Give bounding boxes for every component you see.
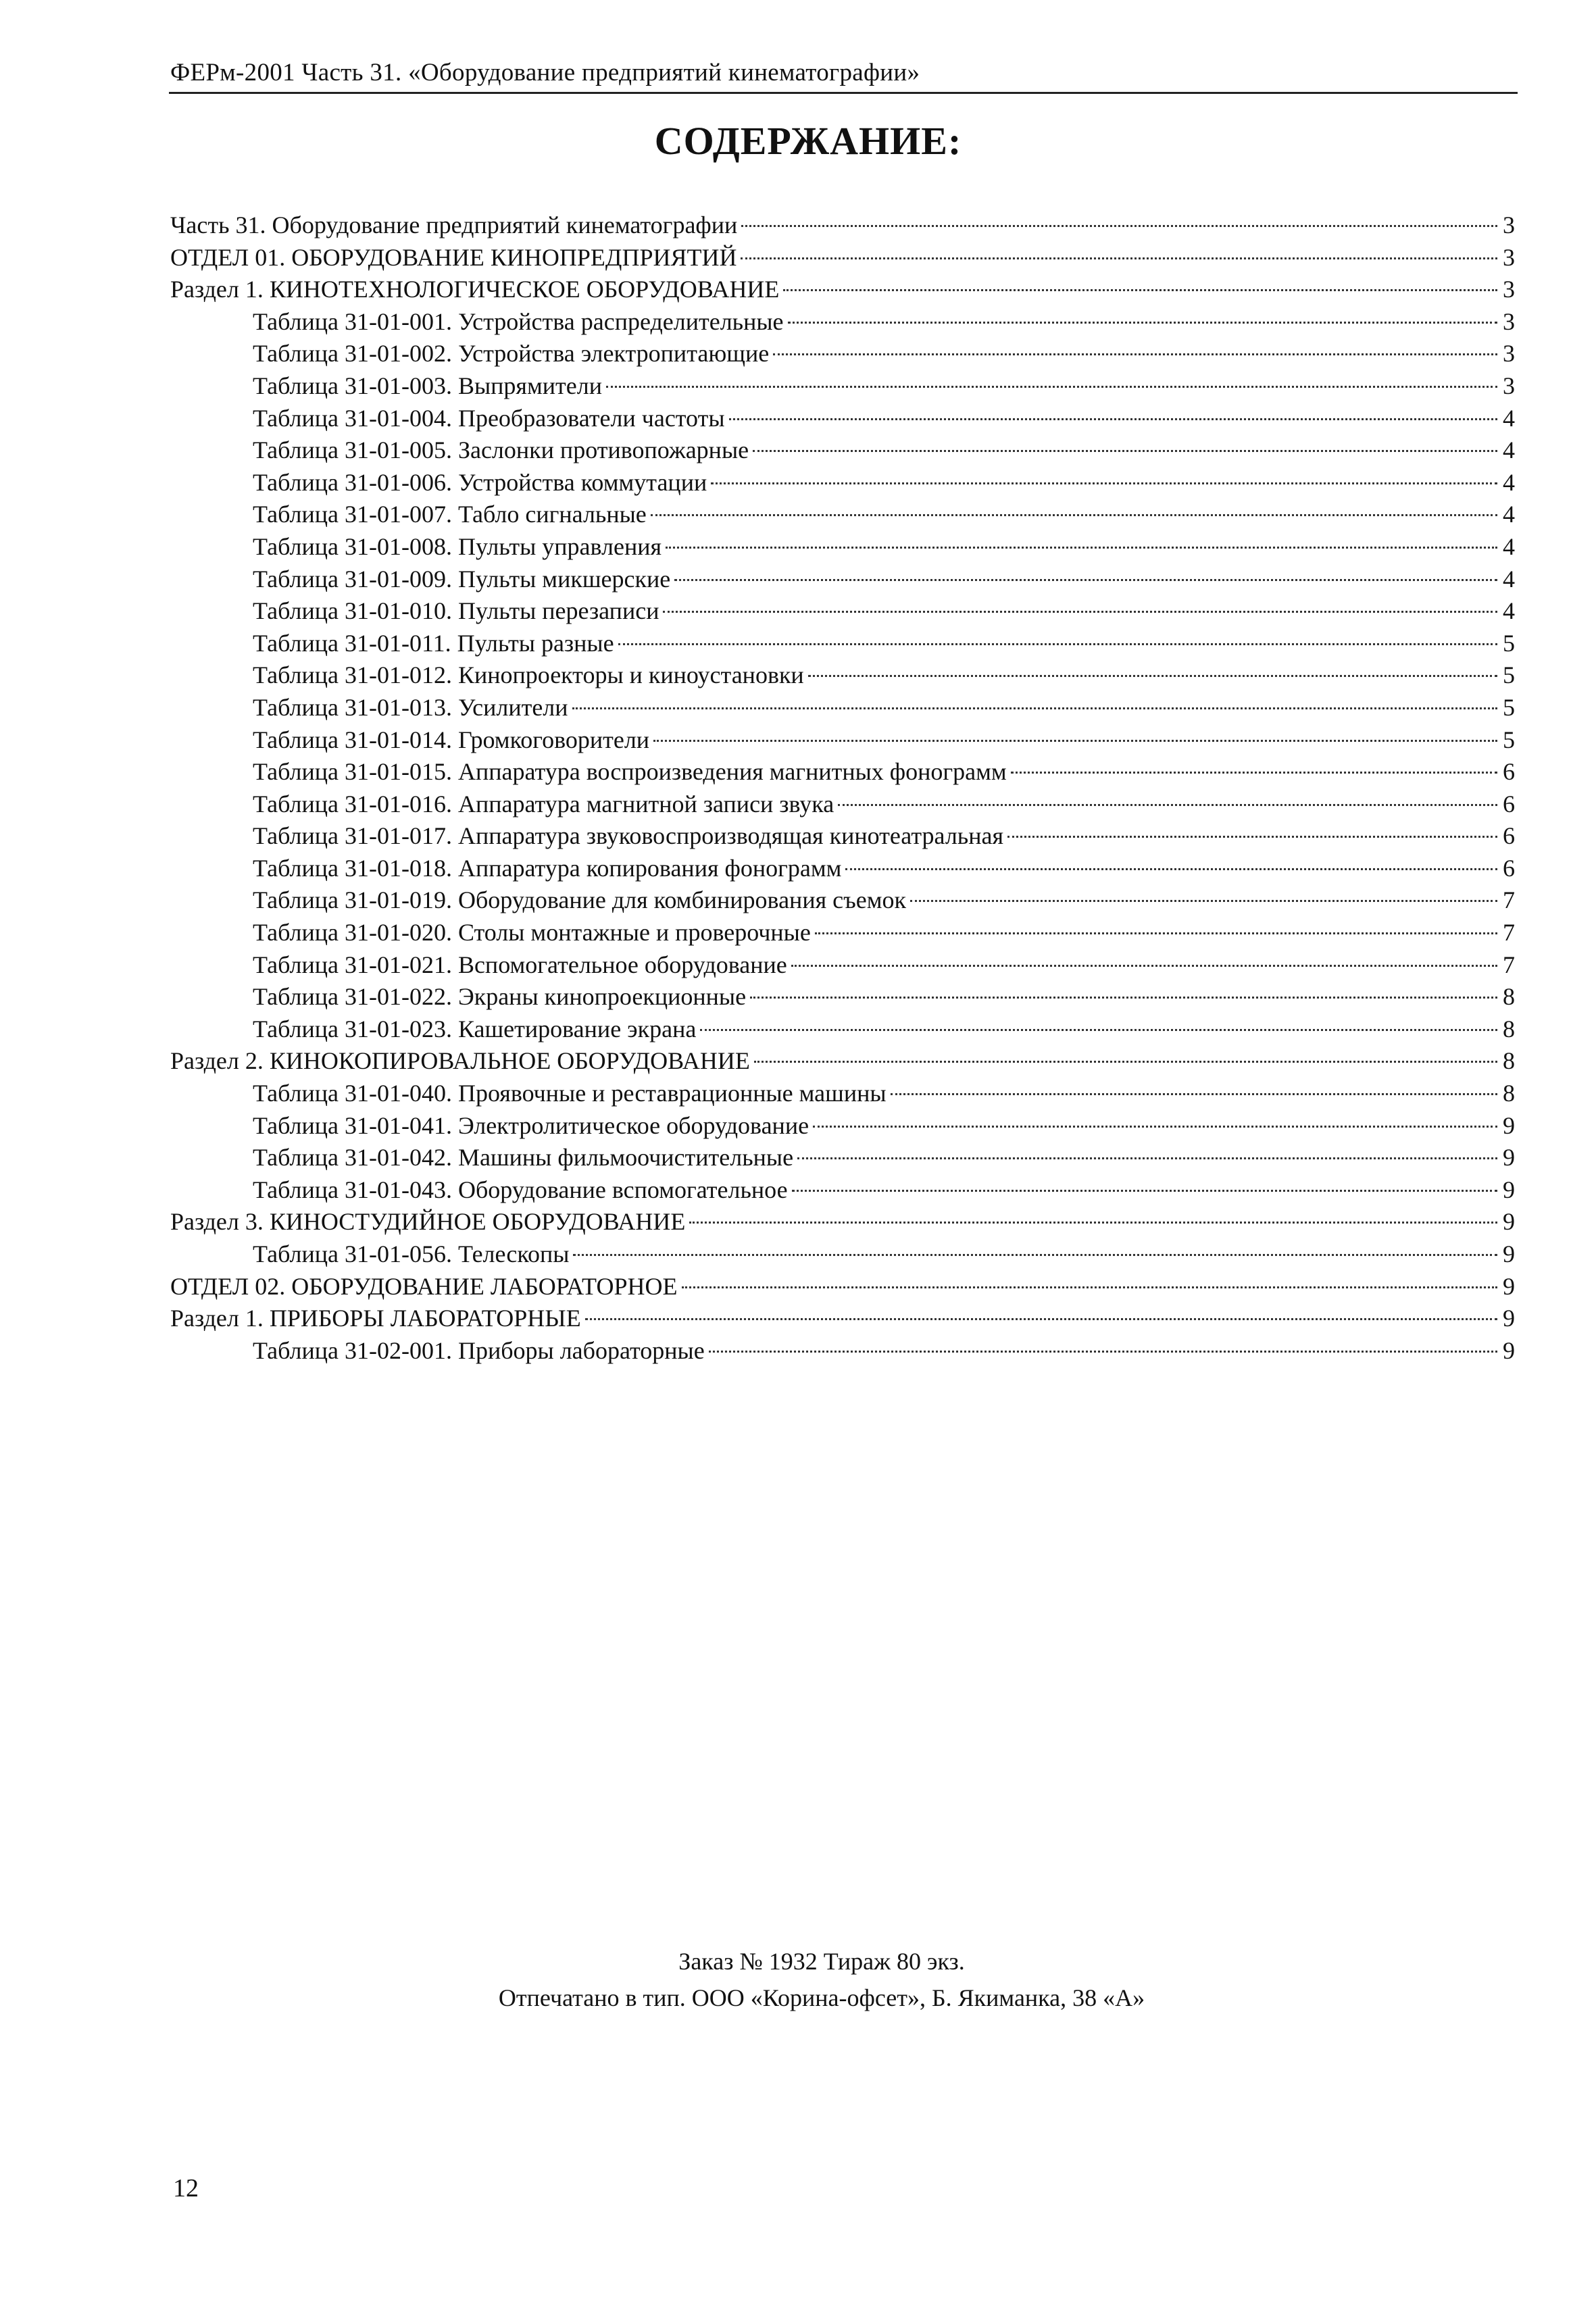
toc-dot-leader <box>689 1222 1497 1224</box>
toc-dot-leader <box>711 482 1497 484</box>
toc-dot-leader <box>585 1318 1497 1320</box>
toc-entry-label: Часть 31. Оборудование предприятий кинематографии <box>170 211 738 238</box>
toc-entry[interactable] <box>170 467 1515 499</box>
toc-entry[interactable] <box>170 1013 1515 1046</box>
toc-entry[interactable] <box>170 306 1515 338</box>
toc-entry-page: 7 <box>1503 951 1515 978</box>
toc-entry-label: Таблица 31-02-001. Приборы лабораторные <box>253 1336 705 1364</box>
toc-dot-leader <box>700 1029 1497 1031</box>
toc-entry-label: Таблица 31-01-021. Вспомогательное оборудование <box>253 951 787 978</box>
toc-entry[interactable] <box>170 692 1515 724</box>
toc-dot-leader <box>813 1126 1497 1128</box>
toc-dot-leader <box>838 804 1497 806</box>
toc-entry-page: 9 <box>1503 1272 1515 1300</box>
toc-dot-leader <box>653 740 1497 742</box>
toc-entry-page: 4 <box>1503 532 1515 560</box>
toc-entry-label: Таблица 31-01-002. Устройства электропитающие <box>253 340 770 368</box>
toc-entry[interactable] <box>170 209 1515 242</box>
toc-entry[interactable] <box>170 1078 1515 1110</box>
toc-entry[interactable] <box>170 531 1515 563</box>
toc-entry-page: 3 <box>1503 211 1515 238</box>
toc-entry[interactable] <box>170 1045 1515 1078</box>
toc-entry-page: 7 <box>1503 919 1515 947</box>
toc-entry-label: Таблица 31-01-020. Столы монтажные и проверочные <box>253 919 811 947</box>
toc-entry-label: Таблица 31-01-016. Аппаратура магнитной записи звука <box>253 790 834 818</box>
toc-entry-page: 5 <box>1503 661 1515 689</box>
toc-dot-leader <box>618 643 1497 645</box>
toc-entry-label: Таблица 31-01-008. Пульты управления <box>253 532 662 560</box>
toc-dot-leader <box>845 868 1497 870</box>
toc-dot-leader <box>891 1093 1497 1095</box>
toc-entry[interactable] <box>170 403 1515 435</box>
toc-entry[interactable] <box>170 1110 1515 1142</box>
toc-entry[interactable] <box>170 595 1515 628</box>
toc-entry[interactable] <box>170 659 1515 692</box>
toc-entry-page: 3 <box>1503 276 1515 303</box>
toc-entry[interactable] <box>170 434 1515 467</box>
toc-dot-leader <box>808 675 1497 677</box>
toc-entry-label: Таблица 31-01-022. Экраны кинопроекционные <box>253 983 747 1011</box>
toc-entry[interactable] <box>170 884 1515 917</box>
toc-entry[interactable] <box>170 1206 1515 1238</box>
toc-entry[interactable] <box>170 370 1515 403</box>
toc-entry-page: 4 <box>1503 436 1515 464</box>
toc-entry[interactable] <box>170 1174 1515 1207</box>
toc-entry-page: 6 <box>1503 758 1515 786</box>
toc-dot-leader <box>741 225 1497 227</box>
imprint-order-line: Заказ № 1932 Тираж 80 экз. <box>678 1948 965 1975</box>
toc-dot-leader <box>573 1254 1497 1256</box>
toc-dot-leader <box>606 386 1497 388</box>
toc-dot-leader <box>651 514 1497 516</box>
toc-entry[interactable] <box>170 242 1515 274</box>
toc-entry-page: 6 <box>1503 854 1515 882</box>
toc-dot-leader <box>788 322 1497 324</box>
toc-entry[interactable] <box>170 949 1515 982</box>
toc-entry[interactable] <box>170 724 1515 757</box>
toc-dot-leader <box>754 1061 1497 1063</box>
toc-entry-label: Таблица 31-01-015. Аппаратура воспроизведения магнитных фонограмм <box>253 758 1007 786</box>
toc-entry-page: 6 <box>1503 822 1515 850</box>
toc-dot-leader <box>815 932 1497 934</box>
toc-entry-label: Таблица 31-01-004. Преобразователи частоты <box>253 404 725 432</box>
toc-entry[interactable] <box>170 1271 1515 1303</box>
toc-entry-page: 3 <box>1503 243 1515 271</box>
toc-dot-leader <box>773 353 1497 355</box>
toc-dot-leader <box>791 965 1497 967</box>
toc-entry[interactable] <box>170 563 1515 596</box>
page-number: 12 <box>173 2174 199 2203</box>
toc-entry-label: Таблица 31-01-019. Оборудование для комбинирования съемок <box>253 886 906 914</box>
table-of-contents <box>170 209 1515 1367</box>
toc-entry-page: 8 <box>1503 1047 1515 1075</box>
toc-entry[interactable] <box>170 338 1515 370</box>
running-header: ФЕРм-2001 Часть 31. «Оборудование предприятий кинематографии» <box>170 59 920 86</box>
toc-entry-label: Таблица 31-01-003. Выпрямители <box>253 372 602 399</box>
toc-entry[interactable] <box>170 981 1515 1013</box>
toc-dot-leader <box>729 418 1497 420</box>
toc-entry-label: Таблица 31-01-009. Пульты микшерские <box>253 565 671 593</box>
toc-entry-label: Таблица 31-01-018. Аппаратура копирования фонограмм <box>253 854 842 882</box>
toc-entry-page: 4 <box>1503 468 1515 496</box>
toc-entry-page: 4 <box>1503 565 1515 593</box>
toc-entry[interactable] <box>170 820 1515 853</box>
toc-dot-leader <box>753 450 1497 452</box>
toc-entry[interactable] <box>170 788 1515 821</box>
toc-entry[interactable] <box>170 917 1515 949</box>
toc-entry-label: Таблица 31-01-023. Кашетирование экрана <box>253 1015 697 1042</box>
toc-dot-leader <box>741 257 1497 259</box>
toc-dot-leader <box>572 707 1497 709</box>
imprint-block <box>0 1943 1596 2016</box>
toc-entry[interactable] <box>170 1142 1515 1174</box>
toc-entry-page: 9 <box>1503 1144 1515 1172</box>
toc-entry-label: Таблица 31-01-007. Табло сигнальные <box>253 501 647 528</box>
toc-dot-leader <box>682 1286 1498 1288</box>
toc-dot-leader <box>1011 772 1497 774</box>
toc-entry-page: 4 <box>1503 404 1515 432</box>
toc-entry-label: Таблица 31-01-010. Пульты перезаписи <box>253 597 659 625</box>
toc-dot-leader <box>792 1190 1497 1192</box>
toc-dot-leader <box>666 547 1497 549</box>
toc-dot-leader <box>663 611 1497 613</box>
toc-dot-leader <box>709 1351 1497 1353</box>
toc-entry-label: Таблица 31-01-041. Электролитическое оборудование <box>253 1111 809 1139</box>
toc-entry-page: 3 <box>1503 372 1515 399</box>
toc-dot-leader <box>674 579 1497 581</box>
toc-entry-page: 5 <box>1503 629 1515 657</box>
toc-entry-page: 6 <box>1503 790 1515 818</box>
toc-entry-page: 9 <box>1503 1305 1515 1332</box>
toc-entry-label: Таблица 31-01-017. Аппаратура звуковоспроизводящая кинотеатральная <box>253 822 1004 850</box>
toc-entry-label: Таблица 31-01-001. Устройства распределительные <box>253 307 784 335</box>
toc-entry[interactable] <box>170 756 1515 788</box>
toc-entry-label: Раздел 1. ПРИБОРЫ ЛАБОРАТОРНЫЕ <box>170 1305 581 1332</box>
toc-entry-label: Таблица 31-01-014. Громкоговорители <box>253 726 650 753</box>
toc-entry-label: Таблица 31-01-042. Машины фильмоочистительные <box>253 1144 794 1172</box>
toc-entry-page: 3 <box>1503 307 1515 335</box>
toc-entry-label: Таблица 31-01-013. Усилители <box>253 693 568 721</box>
toc-entry-page: 7 <box>1503 886 1515 914</box>
header-rule <box>169 92 1518 94</box>
toc-entry-page: 5 <box>1503 693 1515 721</box>
toc-entry[interactable] <box>170 274 1515 306</box>
toc-entry[interactable] <box>170 628 1515 660</box>
page-title: СОДЕРЖАНИЕ: <box>654 119 962 163</box>
toc-entry[interactable] <box>170 1335 1515 1367</box>
toc-entry-page: 9 <box>1503 1240 1515 1267</box>
toc-entry-page: 3 <box>1503 340 1515 368</box>
toc-dot-leader <box>910 900 1497 902</box>
toc-entry-label: Таблица 31-01-043. Оборудование вспомогательное <box>253 1176 788 1203</box>
toc-entry-label: Таблица 31-01-006. Устройства коммутации <box>253 468 707 496</box>
toc-entry-label: Таблица 31-01-056. Телескопы <box>253 1240 570 1267</box>
toc-entry[interactable] <box>170 853 1515 885</box>
toc-entry-page: 4 <box>1503 597 1515 625</box>
toc-entry-page: 9 <box>1503 1111 1515 1139</box>
toc-entry-label: ОТДЕЛ 02. ОБОРУДОВАНИЕ ЛАБОРАТОРНОЕ <box>170 1272 678 1300</box>
imprint-printer-line: Отпечатано в тип. ООО «Корина-офсет», Б. Якиманка, 38 «А» <box>498 1984 1145 2011</box>
toc-dot-leader <box>797 1157 1497 1159</box>
toc-dot-leader <box>1007 836 1497 838</box>
toc-entry-page: 8 <box>1503 1015 1515 1042</box>
toc-entry-label: Таблица 31-01-005. Заслонки противопожарные <box>253 436 749 464</box>
toc-entry-page: 9 <box>1503 1176 1515 1203</box>
toc-entry-label: Раздел 3. КИНОСТУДИЙНОЕ ОБОРУДОВАНИЕ <box>170 1208 686 1236</box>
toc-entry-page: 8 <box>1503 983 1515 1011</box>
toc-entry[interactable] <box>170 1238 1515 1271</box>
toc-entry-page: 5 <box>1503 726 1515 753</box>
toc-entry-label: Раздел 1. КИНОТЕХНОЛОГИЧЕСКОЕ ОБОРУДОВАНИЕ <box>170 276 780 303</box>
toc-entry[interactable] <box>170 499 1515 531</box>
toc-entry-page: 9 <box>1503 1208 1515 1236</box>
toc-entry-page: 9 <box>1503 1336 1515 1364</box>
toc-entry-label: Раздел 2. КИНОКОПИРОВАЛЬНОЕ ОБОРУДОВАНИЕ <box>170 1047 750 1075</box>
toc-entry-label: Таблица 31-01-040. Проявочные и реставрационные машины <box>253 1080 887 1107</box>
toc-entry-label: Таблица 31-01-011. Пульты разные <box>253 629 614 657</box>
toc-dot-leader <box>783 289 1497 291</box>
toc-entry-page: 4 <box>1503 501 1515 528</box>
toc-dot-leader <box>750 997 1497 999</box>
toc-entry-label: Таблица 31-01-012. Кинопроекторы и киноустановки <box>253 661 804 689</box>
toc-entry-page: 8 <box>1503 1080 1515 1107</box>
toc-entry[interactable] <box>170 1303 1515 1335</box>
toc-entry-label: ОТДЕЛ 01. ОБОРУДОВАНИЕ КИНОПРЕДПРИЯТИЙ <box>170 243 737 271</box>
